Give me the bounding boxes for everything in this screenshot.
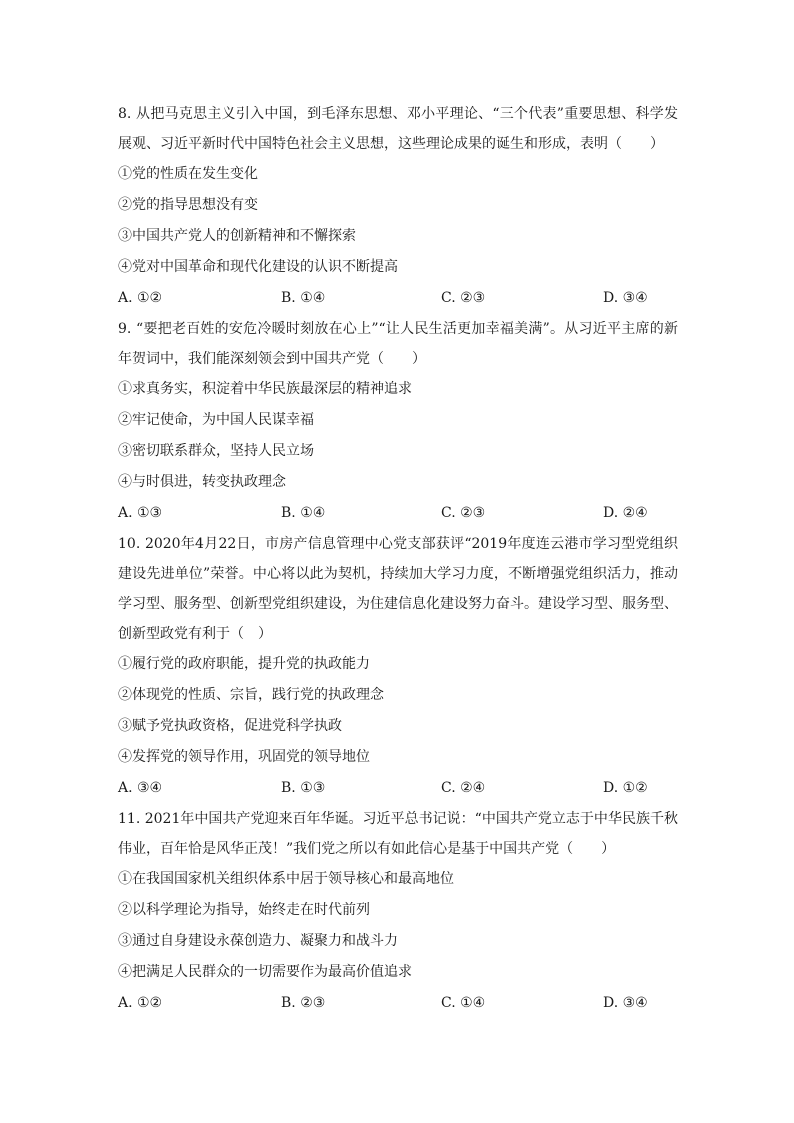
statement-2: ②牢记使命，为中国人民谋幸福 <box>118 412 314 428</box>
choice-a: A. ①② <box>118 290 163 306</box>
answer-choices <box>118 498 678 529</box>
question-10 <box>118 529 678 804</box>
choice-d: D. ③④ <box>603 290 648 306</box>
statement-4: ④与时俱进，转变执政理念 <box>118 474 286 490</box>
statement-4: ④党对中国革命和现代化建设的认识不断提高 <box>118 259 398 275</box>
statement-4: ④发挥党的领导作用，巩固党的领导地位 <box>118 749 370 765</box>
statement-3: ③通过自身建设永葆创造力、凝聚力和战斗力 <box>118 933 398 949</box>
statement-3: ③密切联系群众，坚持人民立场 <box>118 443 314 459</box>
statement-3: ③中国共产党人的创新精神和不懈探索 <box>118 228 356 244</box>
statement-1: ①履行党的政府职能，提升党的执政能力 <box>118 656 370 672</box>
choice-a: A. ①③ <box>118 505 163 521</box>
answer-choices <box>118 988 678 1019</box>
statement-1: ①求真务实，积淀着中华民族最深层的精神追求 <box>118 381 412 397</box>
answer-choices <box>118 283 678 314</box>
choice-b: B. ①④ <box>281 290 326 306</box>
answer-choices <box>118 773 678 804</box>
question-9 <box>118 314 678 529</box>
exam-page <box>118 99 678 1019</box>
choice-b: B. ①③ <box>281 780 326 796</box>
question-stem: 9. “要把老百姓的安危冷暖时刻放在心上”“让人民生活更加幸福美满”。从习近平主席的新年贺词中，我们能深刻领会到中国共产党（ ） <box>118 321 678 367</box>
question-11 <box>118 804 678 1019</box>
statement-1: ①党的性质在发生变化 <box>118 166 258 182</box>
statement-4: ④把满足人民群众的一切需要作为最高价值追求 <box>118 964 412 980</box>
choice-c: C. ②④ <box>441 780 486 796</box>
question-stem: 11. 2021年中国共产党迎来百年华诞。习近平总书记说：“中国共产党立志于中华民族千秋伟业，百年恰是风华正茂！”我们党之所以有如此信心是基于中国共产党（ ） <box>118 811 678 857</box>
choice-a: A. ①② <box>118 995 163 1011</box>
choice-c: C. ②③ <box>441 290 486 306</box>
statement-2: ②以科学理论为指导，始终走在时代前列 <box>118 902 370 918</box>
choice-c: C. ①④ <box>441 995 486 1011</box>
choice-b: B. ②③ <box>281 995 326 1011</box>
question-8 <box>118 99 678 314</box>
choice-a: A. ③④ <box>118 780 163 796</box>
question-stem: 8. 从把马克思主义引入中国，到毛泽东思想、邓小平理论、“三个代表”重要思想、科学发展观、习近平新时代中国特色社会主义思想，这些理论成果的诞生和形成，表明（ ） <box>118 106 678 152</box>
statement-2: ②体现党的性质、宗旨，践行党的执政理念 <box>118 687 384 703</box>
question-stem: 10. 2020年4月22日，市房产信息管理中心党支部获评“2019年度连云港市学习型党组织建设先进单位”荣誉。中心将以此为契机，持续加大学习力度，不断增强党组织活力，推动学习型、服务型、创新型党组织建设，为住建信息化建设努力奋斗。建设学习型、服务型、创新型政党有利于（ ） <box>118 536 678 642</box>
statement-3: ③赋予党执政资格，促进党科学执政 <box>118 718 342 734</box>
choice-b: B. ①④ <box>281 505 326 521</box>
choice-d: D. ②④ <box>603 505 648 521</box>
statement-1: ①在我国国家机关组织体系中居于领导核心和最高地位 <box>118 871 454 887</box>
choice-c: C. ②③ <box>441 505 486 521</box>
choice-d: D. ①② <box>603 780 648 796</box>
statement-2: ②党的指导思想没有变 <box>118 197 258 213</box>
choice-d: D. ③④ <box>603 995 648 1011</box>
